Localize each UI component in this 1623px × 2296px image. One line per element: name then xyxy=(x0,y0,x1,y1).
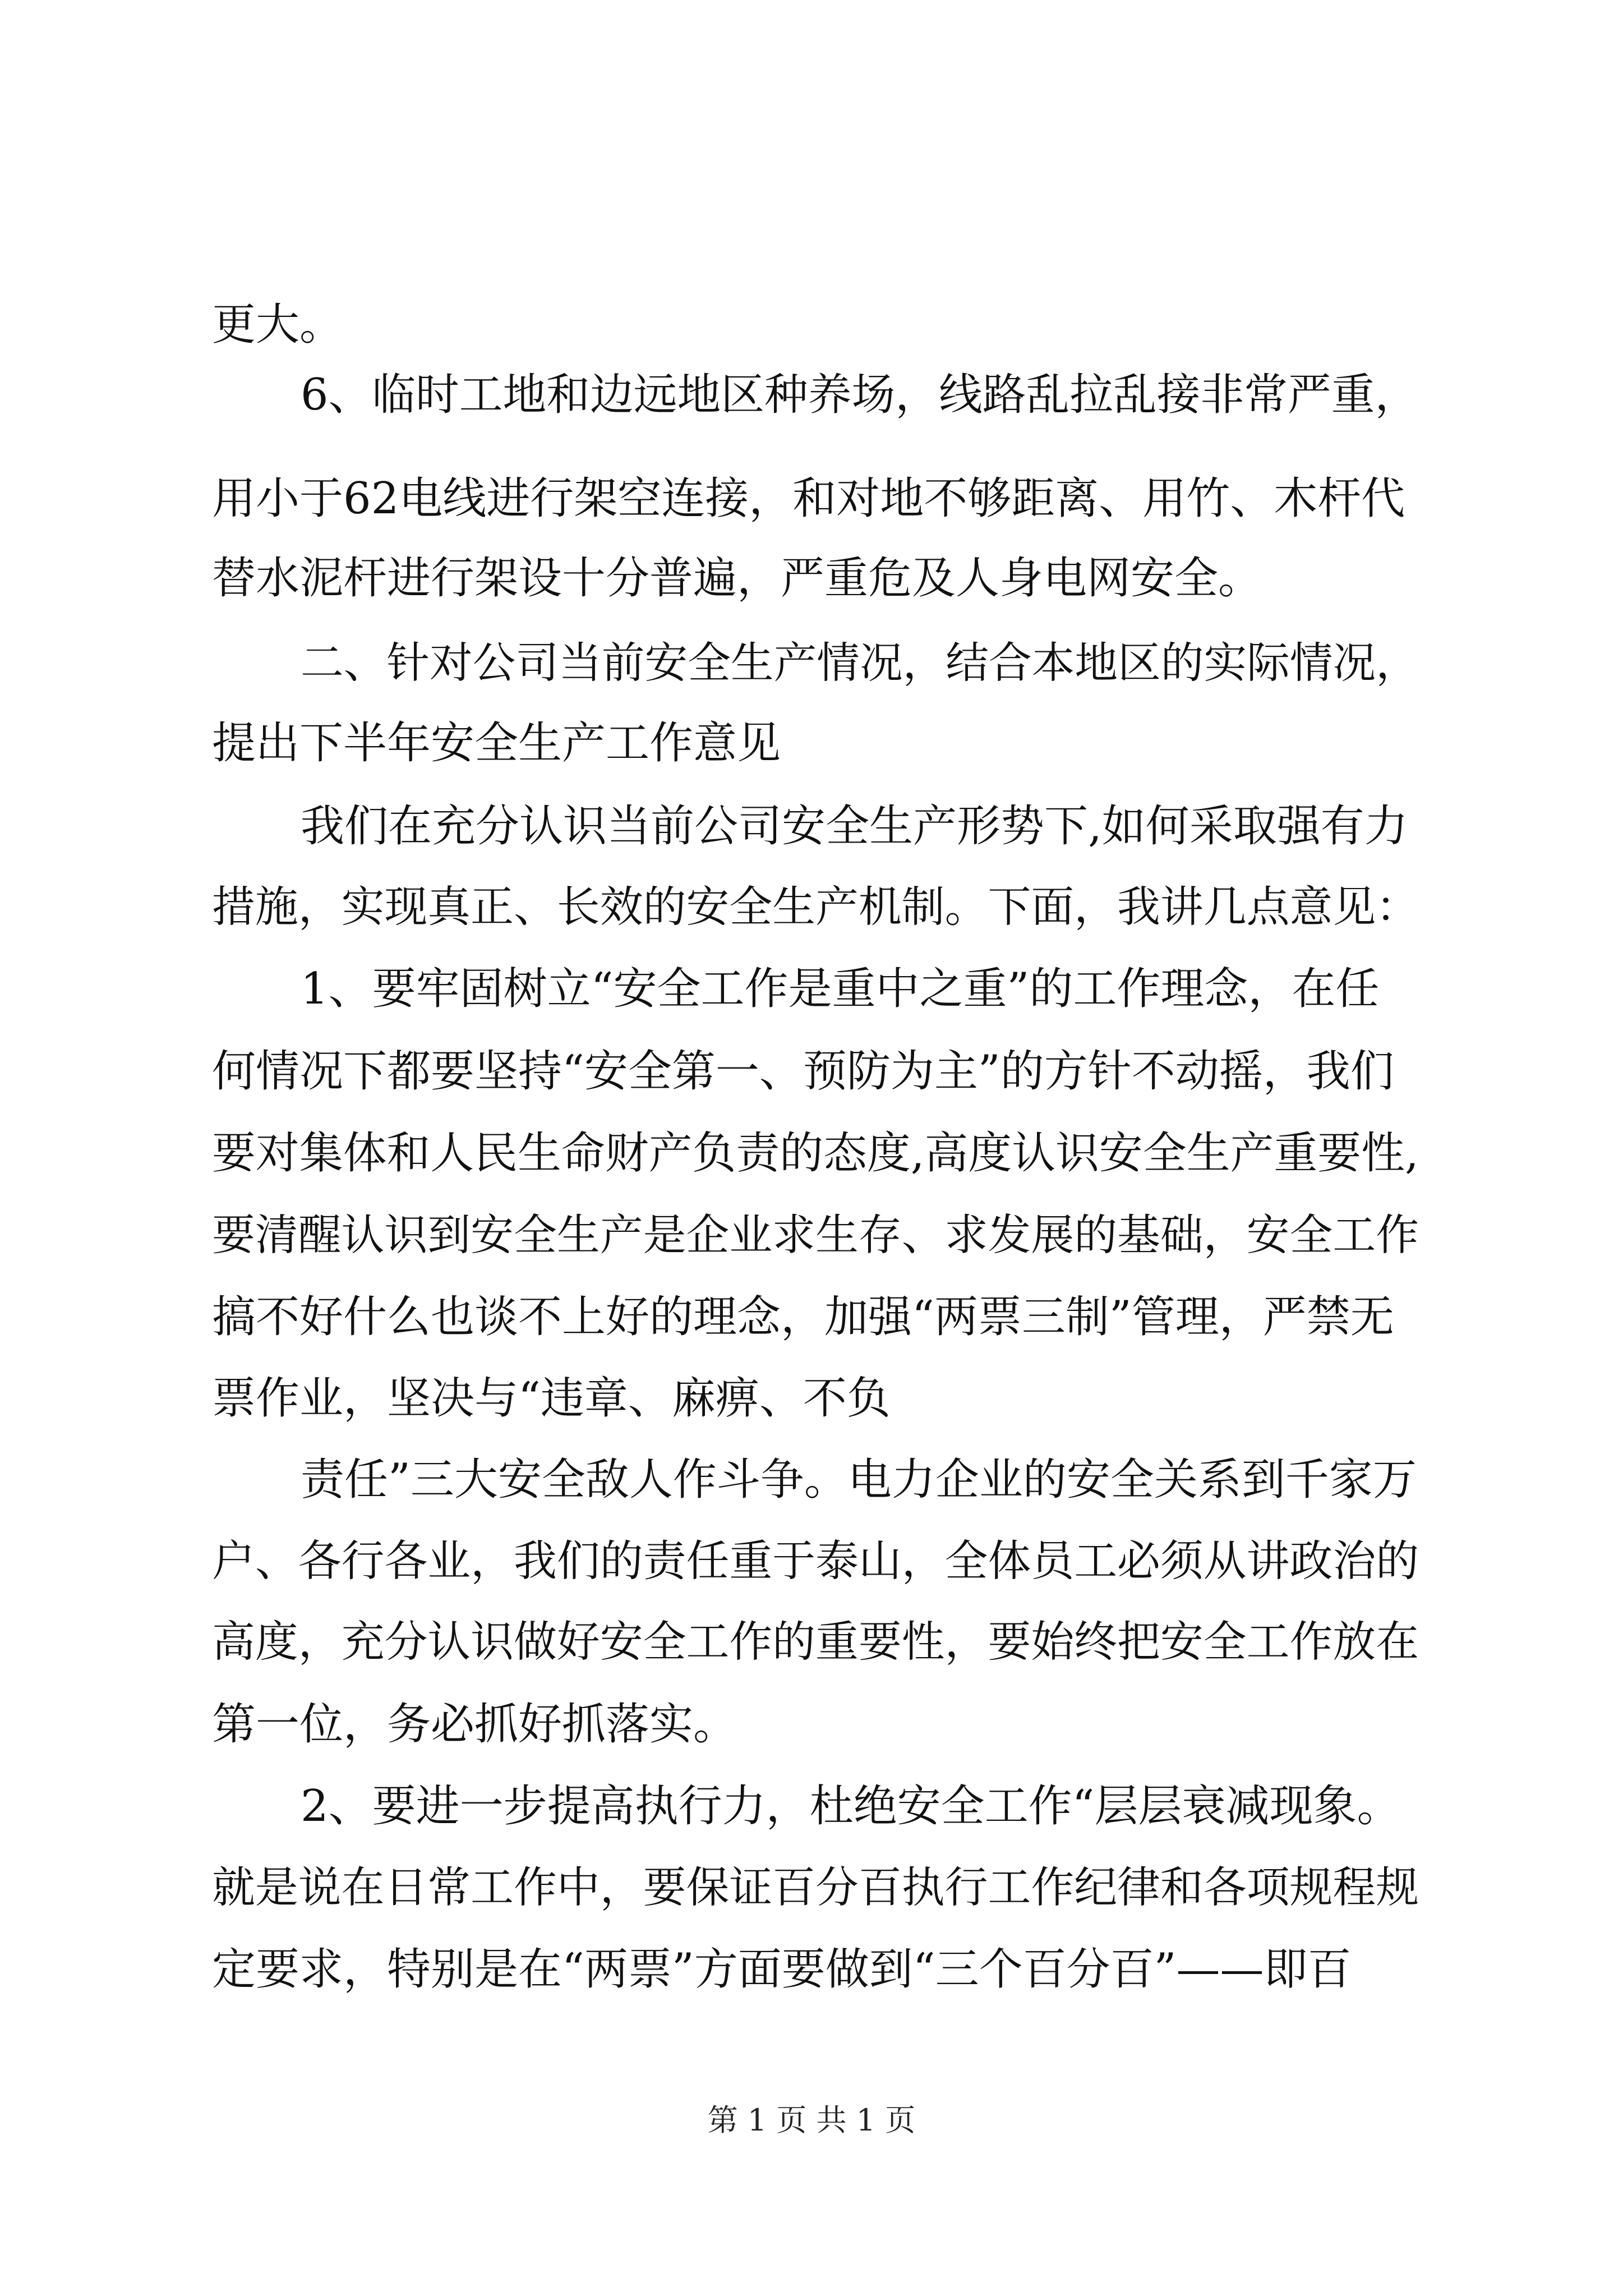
text-line: 2、要进一步提高执行力，杜绝安全工作“层层衰减现象。 xyxy=(301,1781,1401,1832)
text-line: 我们在充分认识当前公司安全生产形势下,如何采取强有力 xyxy=(301,801,1408,852)
text-line: 第一位，务必抓好抓落实。 xyxy=(212,1699,737,1750)
text-line: 措施，实现真正、长效的安全生产机制。下面，我讲几点意见： xyxy=(212,882,1419,932)
text-line: 就是说在日常工作中，要保证百分百执行工作纪律和各项规程规 xyxy=(212,1863,1419,1913)
text-line: 替水泥杆进行架设十分普遍，严重危及人身电网安全。 xyxy=(212,553,1262,604)
text-line: 定要求，特别是在“两票”方面要做到“三个百分百”——即百 xyxy=(212,1944,1352,1995)
text-line: 1、要牢固树立“安全工作是重中之重”的工作理念，在任 xyxy=(301,964,1380,1014)
text-line: 要对集体和人民生命财产负责的态度,高度认识安全生产重要性, xyxy=(212,1128,1419,1179)
text-line: 提出下半年安全生产工作意见 xyxy=(212,718,781,769)
text-line: 二、针对公司当前安全生产情况，结合本地区的实际情况， xyxy=(301,638,1419,688)
text-line: 高度，充分认识做好安全工作的重要性，要始终把安全工作放在 xyxy=(212,1617,1419,1667)
text-line: 户、各行各业，我们的责任重于泰山，全体员工必须从讲政治的 xyxy=(212,1536,1419,1586)
text-line: 搞不好什么也谈不上好的理念，加强“两票三制”管理，严禁无 xyxy=(212,1292,1394,1342)
text-line: 何情况下都要坚持“安全第一、预防为主”的方针不动摇，我们 xyxy=(212,1046,1394,1097)
text-line: 6、临时工地和边远地区种养场，线路乱拉乱接非常严重， xyxy=(301,370,1419,420)
text-line: 要清醒认识到安全生产是企业求生存、求发展的基础，安全工作 xyxy=(212,1211,1419,1260)
text-line: 更大。 xyxy=(212,300,344,350)
text-line: 用小于62电线进行架空连接，和对地不够距离、用竹、木杆代 xyxy=(212,473,1405,524)
text-line: 票作业，坚决与“违章、麻痹、不负 xyxy=(212,1373,891,1424)
text-line: 责任”三大安全敌人作斗争。电力企业的安全关系到千家万 xyxy=(301,1455,1417,1505)
page-footer: 第 1 页 共 1 页 xyxy=(707,2102,916,2138)
